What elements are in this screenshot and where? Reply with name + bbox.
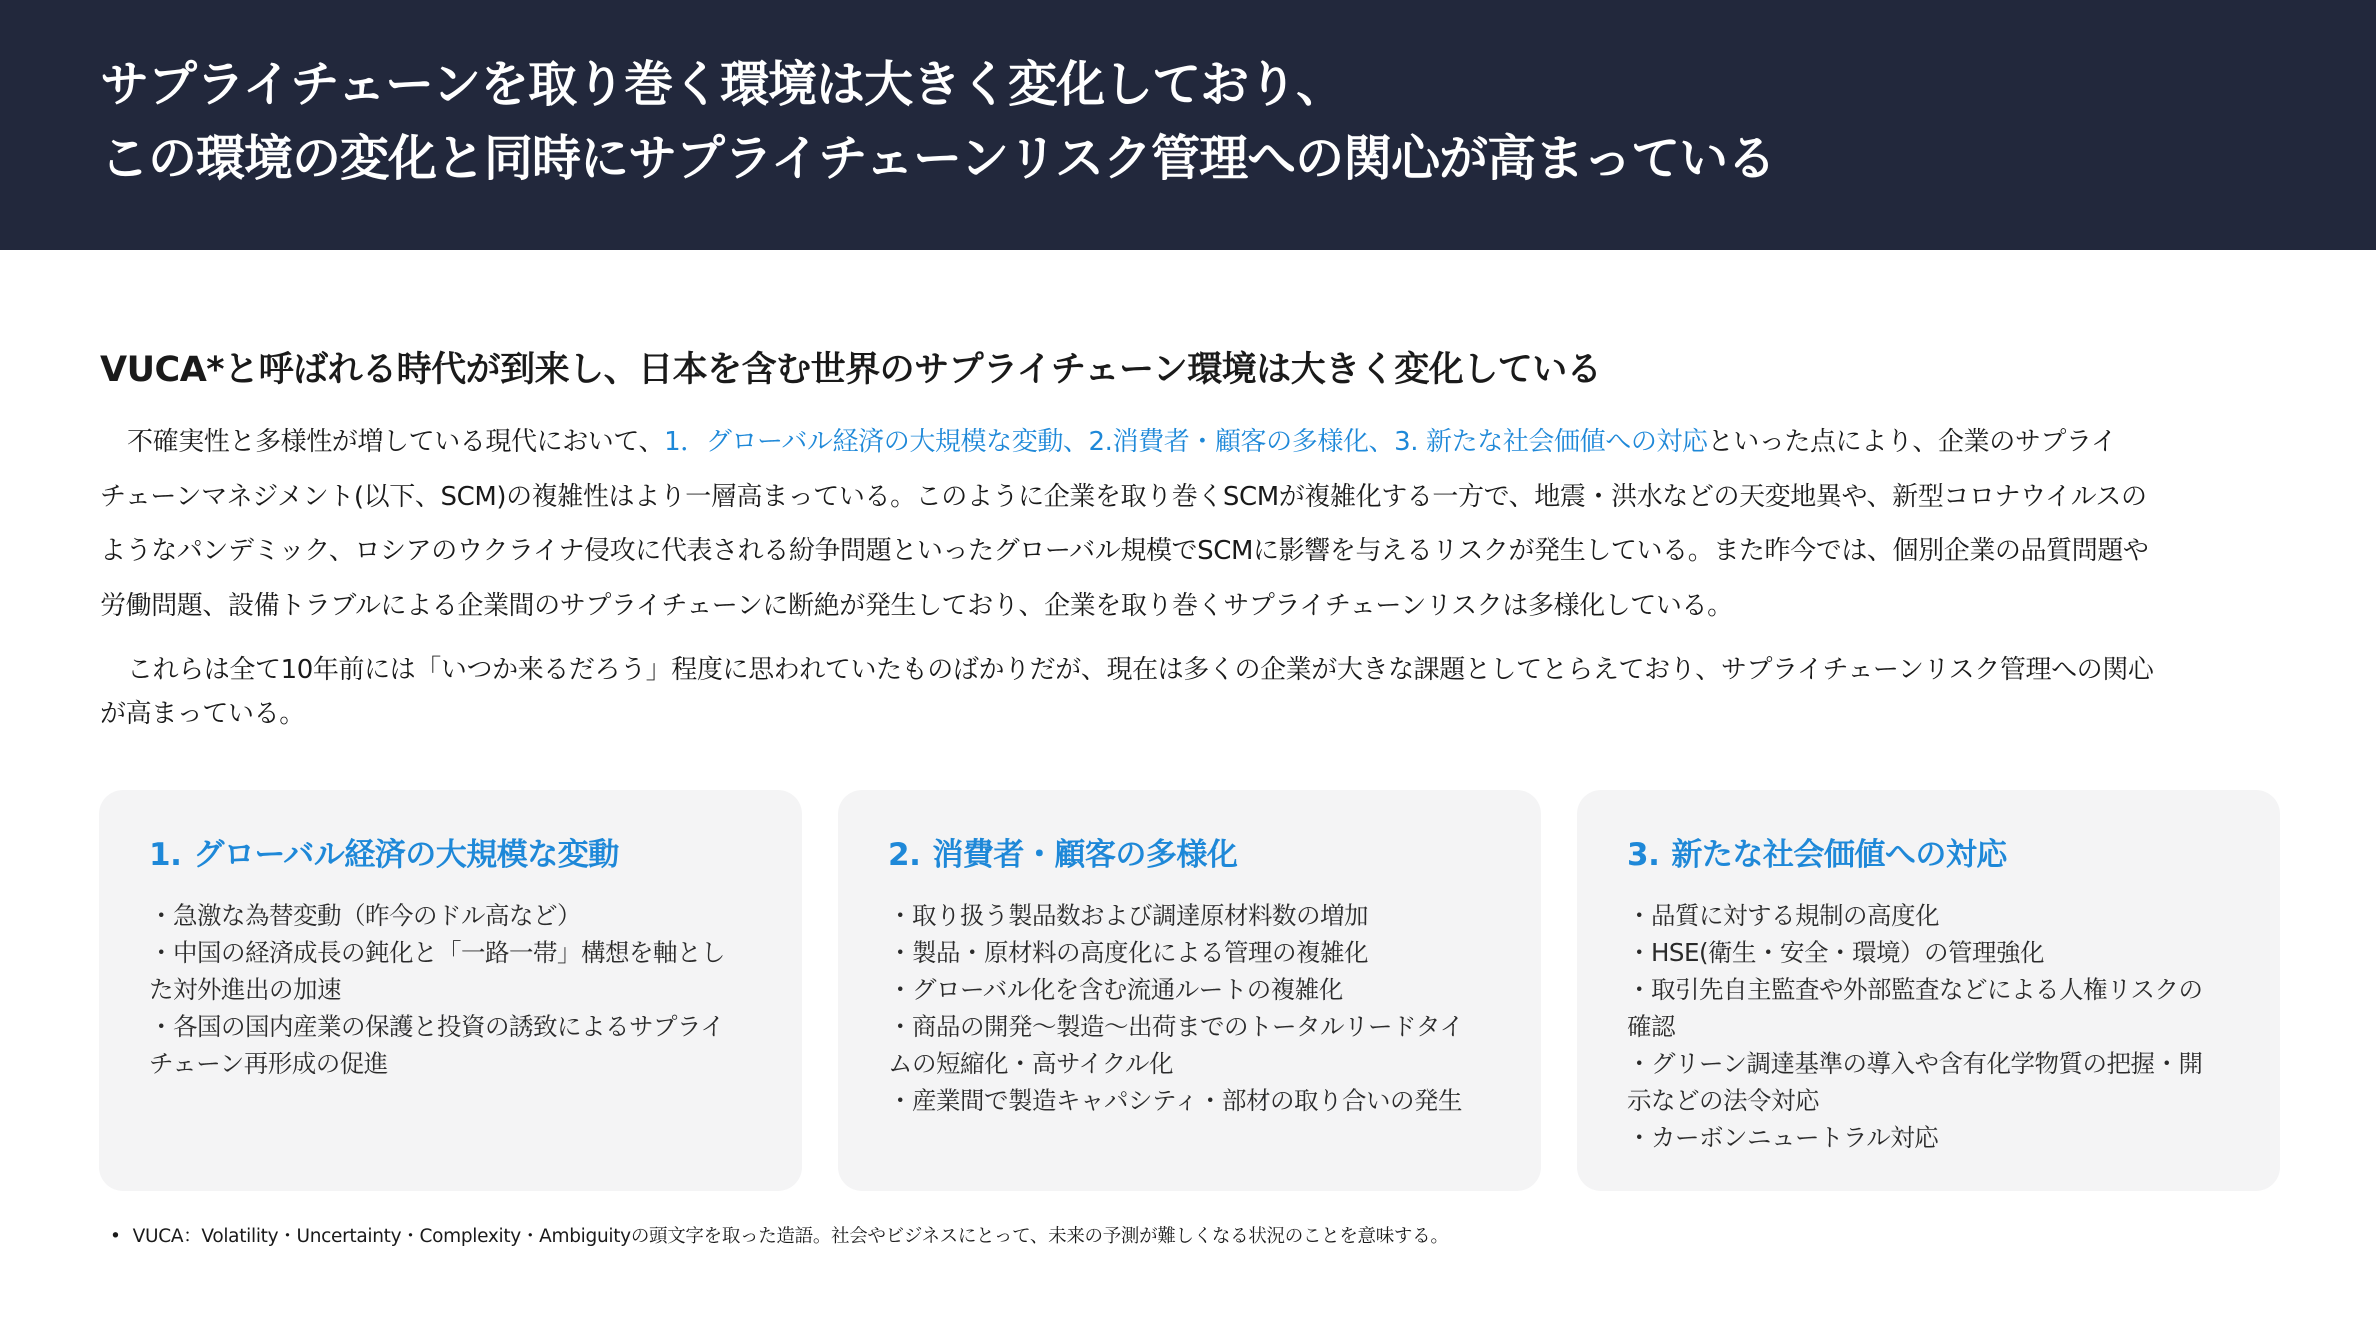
card-title-text: グローバル経済の大規模な変動 <box>193 837 619 873</box>
list-item: 確認 <box>1627 1012 1675 1041</box>
footnote-bullet: • <box>110 1226 121 1247</box>
card-number: 1. <box>149 837 182 873</box>
list-item: ・カーボンニュートラル対応 <box>1627 1123 1939 1152</box>
header-title-line-1: サプライチェーンを取り巻く環境は大きく変化しており、 <box>100 56 1345 113</box>
list-item: ・中国の経済成長の鈍化と「一路一帯」構想を軸とし <box>149 938 725 967</box>
card-list <box>888 897 1493 1119</box>
intro-line-4: 労働問題、設備トラブルによる企業間のサプライチェーンに断絶が発生しており、企業を取り巻くサプライチェーンリスクは多様化している。 <box>100 590 1733 621</box>
list-item: ・急激な為替変動（昨今のドル高など） <box>149 901 581 930</box>
intro-text-before: 不確実性と多様性が増している現代において、 <box>127 427 665 457</box>
card-title <box>149 835 754 875</box>
intro-line-1 <box>100 415 2285 470</box>
intro-highlight: 1．グローバル経済の大規模な変動、2.消費者・顧客の多様化、3. 新たな社会価値への対応 <box>664 427 1708 457</box>
section-title: VUCA*と呼ばれる時代が到来し、日本を含む世界のサプライチェーン環境は大きく変化している <box>100 350 1602 390</box>
list-item: ・製品・原材料の高度化による管理の複雑化 <box>888 938 1368 967</box>
card-number: 3. <box>1627 837 1660 873</box>
card-title-text: 新たな社会価値への対応 <box>1671 837 2007 873</box>
list-item: ・産業間で製造キャパシティ・部材の取り合いの発生 <box>888 1086 1463 1115</box>
list-item: ・グリーン調達基準の導入や含有化学物質の把握・開 <box>1627 1049 2203 1078</box>
intro-text-after: といった点により、企業のサプライ <box>1707 427 2117 457</box>
list-item: ・取り扱う製品数および調達原材料数の増加 <box>888 901 1368 930</box>
footnote-text: VUCA：Volatility・Uncertainty・Complexity・Ambiguityの頭文字を取った造語。社会やビジネスにとって、未来の予測が難しくなる状況のことを意味する。 <box>132 1226 1449 1247</box>
concern-paragraph <box>100 648 2285 736</box>
list-item: ・HSE(衛生・安全・環境）の管理強化 <box>1627 938 2045 967</box>
list-item: ・商品の開発～製造～出荷までのトータルリードタイ <box>888 1012 1464 1041</box>
intro-line-3: ようなパンデミック、ロシアのウクライナ侵攻に代表される紛争問題といったグローバル規模でSCMに影響を与えるリスクが発生している。また昨今では、個別企業の品質問題や <box>100 536 2149 566</box>
list-item: た対外進出の加速 <box>149 975 341 1004</box>
list-item: ・各国の国内産業の保護と投資の誘致によるサプライ <box>149 1012 725 1041</box>
footnote <box>110 1222 1449 1248</box>
intro-line-2: チェーンマネジメント(以下、SCM)の複雑性はより一層高まっている。このように企業を取り巻くSCMが複雑化する一方で、地震・洪水などの天変地異や、新型コロナウイルスの <box>100 481 2147 512</box>
list-item: ・グローバル化を含む流通ルートの複雑化 <box>888 975 1343 1004</box>
concern-text-1: これらは全て10年前には「いつか来るだろう」程度に思われていたものばかりだが、現在は多くの企業が大きな課題としてとらえており、サプライチェーンリスク管理への関心 <box>127 655 2154 685</box>
card-list <box>149 897 754 1082</box>
header-banner <box>0 0 2376 250</box>
card-title <box>888 835 1493 875</box>
list-item: ・品質に対する規制の高度化 <box>1627 901 1939 930</box>
card-global-economy <box>99 790 802 1191</box>
intro-paragraph <box>100 415 2285 633</box>
card-title <box>1627 835 2232 875</box>
card-social-value <box>1577 790 2280 1191</box>
header-title-line-2: この環境の変化と同時にサプライチェーンリスク管理への関心が高まっている <box>100 130 1776 187</box>
list-item: ムの短縮化・高サイクル化 <box>888 1049 1174 1078</box>
list-item: チェーン再形成の促進 <box>149 1049 388 1078</box>
card-title-text: 消費者・顧客の多様化 <box>932 837 1238 873</box>
card-number: 2. <box>888 837 921 873</box>
card-list <box>1627 897 2232 1156</box>
concern-line-2: が高まっている。 <box>100 699 305 729</box>
list-item: 示などの法令対応 <box>1627 1086 1819 1115</box>
list-item: ・取引先自主監査や外部監査などによる人権リスクの <box>1627 975 2203 1004</box>
concern-line-1 <box>100 648 2285 692</box>
card-consumer-diversification <box>838 790 1541 1191</box>
